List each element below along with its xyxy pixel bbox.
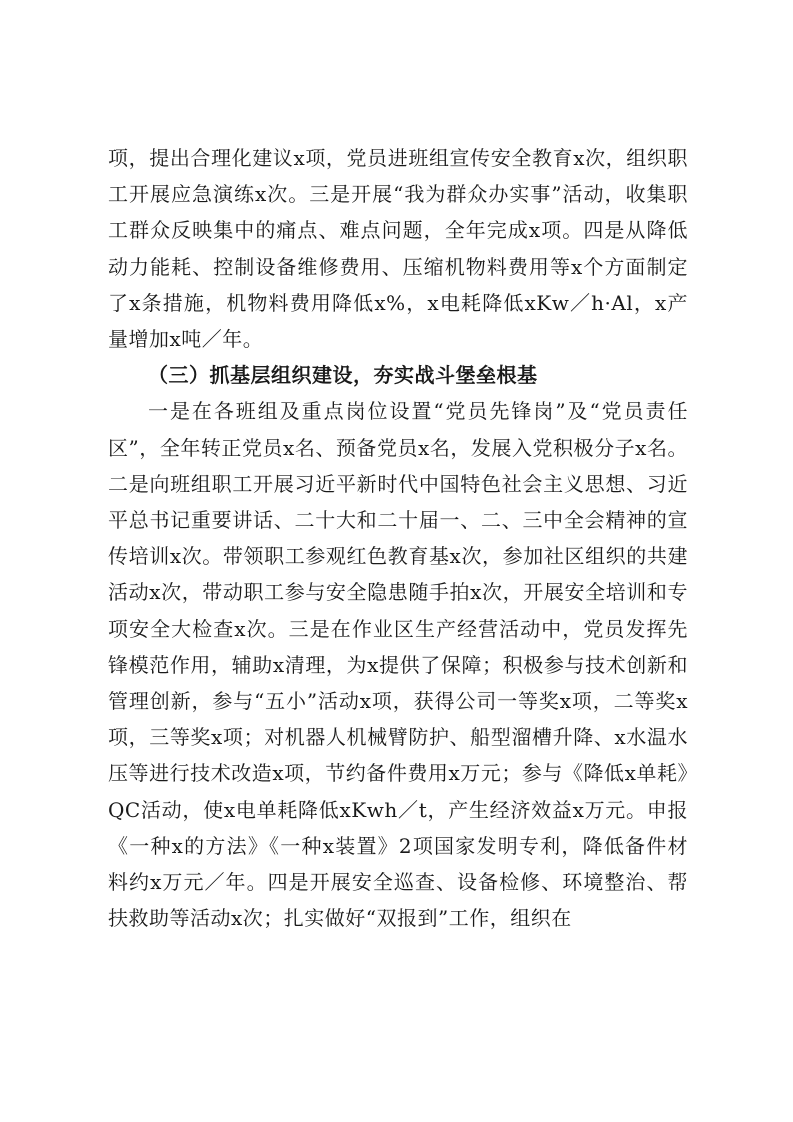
- body-paragraph: 一是在各班组及重点岗位设置“党员先锋岗”及“党员责任区”，全年转正党员x名、预备党员x名，发展入党积极分子x名。二是向班组职工开展习近平新时代中国特色社会主义思想、习近平总书记重要讲话、二十大和二十届一、二、三中全会精神的宣传培训x次。带领职工参观红色教育基x次，参加社区组织的共建活动x次，带动职工参与安全隐患随手拍x次，开展安全培训和专项安全大检查x次。三是在作业区生产经营活动中，党员发挥先锋模范作用，辅助x清理，为x提供了保障；积极参与技术创新和管理创新，参与“五小”活动x项，获得公司一等奖x项，二等奖x项，三等奖x项；对机器人机械臂防护、船型溜槽升降、x水温水压等进行技术改造x项，节约备件费用x万元；参与《降低x单耗》QC活动，使x电单耗降低xKwh／t，产生经济效益x万元。申报《一种x的方法》《一种x装置》2项国家发明专利，降低备件材料约x万元／年。四是开展安全巡查、设备检修、环境整治、帮扶救助等活动x次；扎实做好“双报到”工作，组织在: [108, 399, 688, 931]
- section-heading: （三）抓基层组织建设，夯实战斗堡垒根基: [148, 363, 538, 388]
- document-page: [108, 140, 688, 936]
- body-paragraph-continued: 项，提出合理化建议x项，党员进班组宣传安全教育x次，组织职工开展应急演练x次。三是开展“我为群众办实事”活动，收集职工群众反映集中的痛点、难点问题，全年完成x项。四是从降低动力能耗、控制设备维修费用、压缩机物料费用等x个方面制定了x条措施，机物料费用降低x%，x电耗降低xKw／h·Al，x产量增加x吨／年。: [108, 146, 688, 352]
